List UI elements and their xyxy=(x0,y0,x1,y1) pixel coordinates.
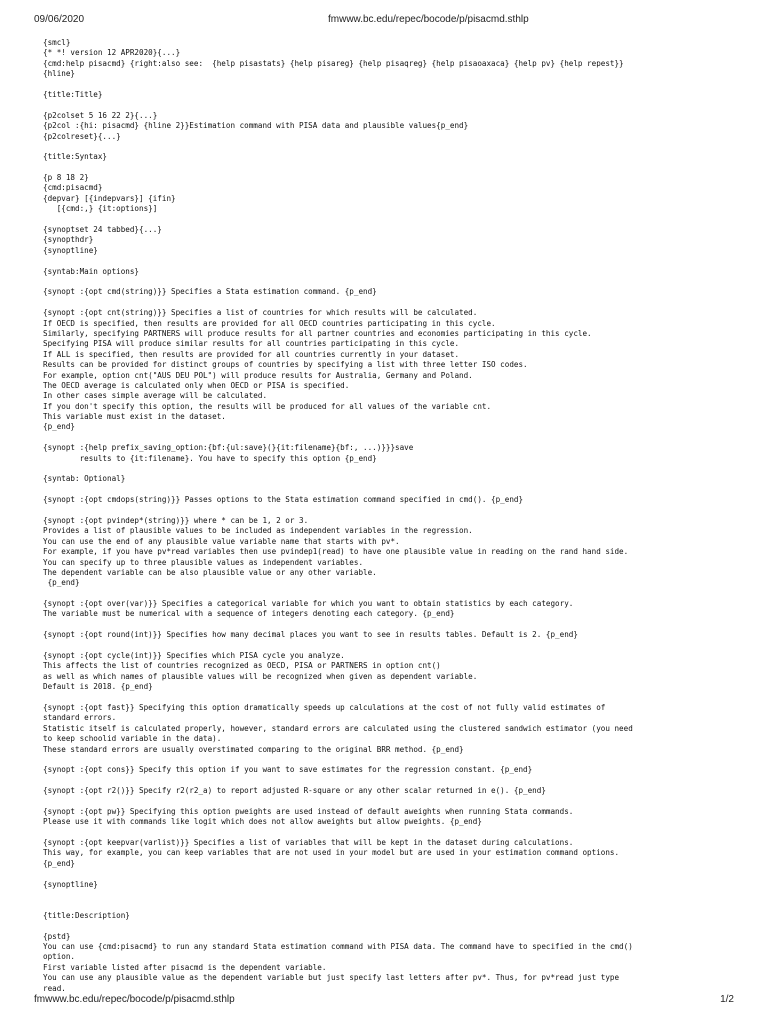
source-line: [{cmd:,} {it:options}] xyxy=(43,204,158,214)
source-line: {synopt :{help prefix_saving_option:{bf:{ul:save}(}{it:filename}{bf:, ...)}}}save xyxy=(43,443,414,453)
source-line: {p_end} xyxy=(43,422,76,432)
source-line: results to {it:filename}. You have to specify this option {p_end} xyxy=(43,453,377,463)
source-line: Statistic itself is calculated properly, however, standard errors are calculated using the clustered sandwich estimator (you need xyxy=(43,723,633,733)
source-line xyxy=(43,900,743,910)
source-line: This variable must exist in the dataset. xyxy=(43,412,226,422)
source-line: Default is 2018. {p_end} xyxy=(43,682,153,692)
help-file-source xyxy=(43,38,743,993)
source-line: If ALL is specified, then results are provided for all countries currently in your dataset. xyxy=(43,349,460,359)
source-line: {synopt :{opt pw}} Specifying this option pweights are used instead of default aweights when running Stata commands. xyxy=(43,806,574,816)
source-line xyxy=(43,163,743,173)
source-line: {synopt :{opt over(var)}} Specifies a categorical variable for which you want to obtain statistics by each category. xyxy=(43,599,574,609)
source-line: You can use {cmd:pisacmd} to run any standard Stata estimation command with PISA data. The command have to specified in the cmd() xyxy=(43,941,633,951)
source-line: {p2col :{hi: pisacmd} {hline 2}}Estimation command with PISA data and plausible values{p_end} xyxy=(43,121,469,131)
source-line: read. xyxy=(43,983,66,993)
source-line xyxy=(43,256,743,266)
source-line xyxy=(43,755,743,765)
source-line xyxy=(43,485,743,495)
source-line: as well as which names of plausible values will be recognized when given as dependent variable. xyxy=(43,671,478,681)
source-line: This way, for example, you can keep variables that are not used in your model but are used in your estimation command options. xyxy=(43,848,620,858)
source-line xyxy=(43,298,743,308)
source-line xyxy=(43,776,743,786)
source-line: {synopt :{opt cnt(string)}} Specifies a list of countries for which results will be calculated. xyxy=(43,308,478,318)
source-line xyxy=(43,890,743,900)
print-footer-url: fmwww.bc.edu/repec/bocode/p/pisacmd.sthlp xyxy=(34,994,235,1005)
source-line: {p_end} xyxy=(43,578,80,588)
source-line xyxy=(43,80,743,90)
source-line: {synoptline} xyxy=(43,879,98,889)
source-line: {p2colset 5 16 22 2}{...} xyxy=(43,110,158,120)
source-line: {synoptset 24 tabbed}{...} xyxy=(43,225,162,235)
source-line xyxy=(43,869,743,879)
source-line xyxy=(43,693,743,703)
source-line xyxy=(43,277,743,287)
source-line: {smcl} xyxy=(43,38,71,47)
source-line: {synopt :{opt fast}} Specifying this option dramatically speeds up calculations at the cost of not fully valid estimates of xyxy=(43,703,606,712)
source-line: These standard errors are usually overstimated comparing to the original BRR method. {p_end} xyxy=(43,744,464,754)
source-line: Please use it with commands like logit which does not allow aweights but allow pweights. {p_end} xyxy=(43,817,482,827)
source-line: In other cases simple average will be calculated. xyxy=(43,391,268,401)
source-line: {p2colreset}{...} xyxy=(43,131,121,141)
source-line: First variable listed after pisacmd is the dependent variable. xyxy=(43,962,327,972)
source-line xyxy=(43,433,743,443)
source-line xyxy=(43,797,743,807)
source-line: {synopt :{opt cmd(string)}} Specifies a Stata estimation command. {p_end} xyxy=(43,287,377,297)
source-line xyxy=(43,464,743,474)
source-line: {p_end} xyxy=(43,858,76,868)
source-line: The variable must be numerical with a sequence of integers denoting each category. {p_end} xyxy=(43,609,455,619)
source-line: You can specify up to three plausible values as independent variables. xyxy=(43,557,364,567)
source-line xyxy=(43,620,743,630)
source-line: to keep schoolid variable in the data). xyxy=(43,734,222,744)
source-line: This affects the list of countries recognized as OECD, PISA or PARTNERS in option cnt() xyxy=(43,661,441,671)
print-date: 09/06/2020 xyxy=(34,14,85,25)
source-line: option. xyxy=(43,952,76,962)
source-line: {synopthdr} xyxy=(43,235,94,245)
source-line: {synopt :{opt cons}} Specify this option if you want to save estimates for the regression constant. {p_end} xyxy=(43,765,533,775)
source-line: {pstd} xyxy=(43,931,71,941)
source-line: {synopt :{opt cmdops(string)}} Passes options to the Stata estimation command specified in cmd(). {p_end} xyxy=(43,495,524,505)
source-line xyxy=(43,921,743,931)
source-line xyxy=(43,142,743,152)
source-line: You can use the end of any plausible value variable name that starts with pv*. xyxy=(43,536,400,546)
source-line: The OECD average is calculated only when OECD or PISA is specified. xyxy=(43,380,350,390)
source-line xyxy=(43,641,743,651)
source-line xyxy=(43,589,743,599)
print-header xyxy=(0,14,768,32)
source-line: {cmd:help pisacmd} {right:also see: {help pisastats} {help pisareg} {help pisaqreg} {help pisaoaxaca} {help pv} {help repest}} xyxy=(43,58,624,68)
source-line: The dependent variable can be also plausible value or any other variable. xyxy=(43,567,377,577)
source-line: For example, if you have pv*read variables then use pvindep1(read) to have one plausible value in reading on the rand hand side. xyxy=(43,547,629,557)
source-line: {* *! version 12 APR2020}{...} xyxy=(43,48,181,58)
source-line: If OECD is specified, then results are provided for all OECD countries participating in this cycle. xyxy=(43,318,496,328)
source-line: {synopt :{opt r2()}} Specify r2(r2_a) to report adjusted R-square or any other scalar returned in e(). {p_end} xyxy=(43,786,546,796)
source-line: If you don't specify this option, the results will be produced for all values of the variable cnt. xyxy=(43,401,492,411)
source-line xyxy=(43,828,743,838)
source-line xyxy=(43,100,743,110)
source-line: {synoptline} xyxy=(43,245,98,255)
source-line: {p 8 18 2} xyxy=(43,173,89,183)
source-line: Provides a list of plausible values to be included as independent variables in the regression. xyxy=(43,526,473,536)
source-line: {synopt :{opt cycle(int)}} Specifies which PISA cycle you analyze. xyxy=(43,651,345,661)
source-line: {cmd:pisacmd} xyxy=(43,183,103,193)
source-line: Similarly, specifying PARTNERS will produce results for all partner countries and economies participating in this cycle. xyxy=(43,328,592,338)
source-line: Specifying PISA will produce similar results for all countries participating in this cycle. xyxy=(43,339,460,349)
source-line: {synopt :{opt round(int)}} Specifies how many decimal places you want to see in results tables. Default is 2. {p_end} xyxy=(43,630,578,640)
source-line: {title:Syntax} xyxy=(43,152,108,162)
source-line: {synopt :{opt keepvar(varlist)}} Specifies a list of variables that will be kept in the dataset during calculations. xyxy=(43,838,574,848)
print-header-url: fmwww.bc.edu/repec/bocode/p/pisacmd.sthlp xyxy=(328,14,529,25)
source-line: {title:Title} xyxy=(43,89,103,99)
print-footer xyxy=(0,994,768,1012)
source-line: For example, option cnt("AUS DEU POL") will produce results for Australia, Germany and Poland. xyxy=(43,370,473,380)
source-line xyxy=(43,506,743,516)
source-line: {synopt :{opt pvindep*(string)}} where * can be 1, 2 or 3. xyxy=(43,515,309,525)
source-line: {hline} xyxy=(43,69,76,79)
source-line xyxy=(43,215,743,225)
source-line: {syntab: Optional} xyxy=(43,474,126,484)
source-line: Results can be provided for distinct groups of countries by specifying a list with three letter ISO codes. xyxy=(43,360,528,370)
source-line: {depvar} [{indepvars}] {ifin} xyxy=(43,193,176,203)
source-line: {title:Description} xyxy=(43,910,130,920)
source-line: You can use any plausible value as the dependent variable but just specify last letters after pv*. Thus, for pv*read just type xyxy=(43,973,620,983)
source-line: standard errors. xyxy=(43,713,117,723)
page-number: 1/2 xyxy=(720,994,734,1005)
source-line: {syntab:Main options} xyxy=(43,266,140,276)
